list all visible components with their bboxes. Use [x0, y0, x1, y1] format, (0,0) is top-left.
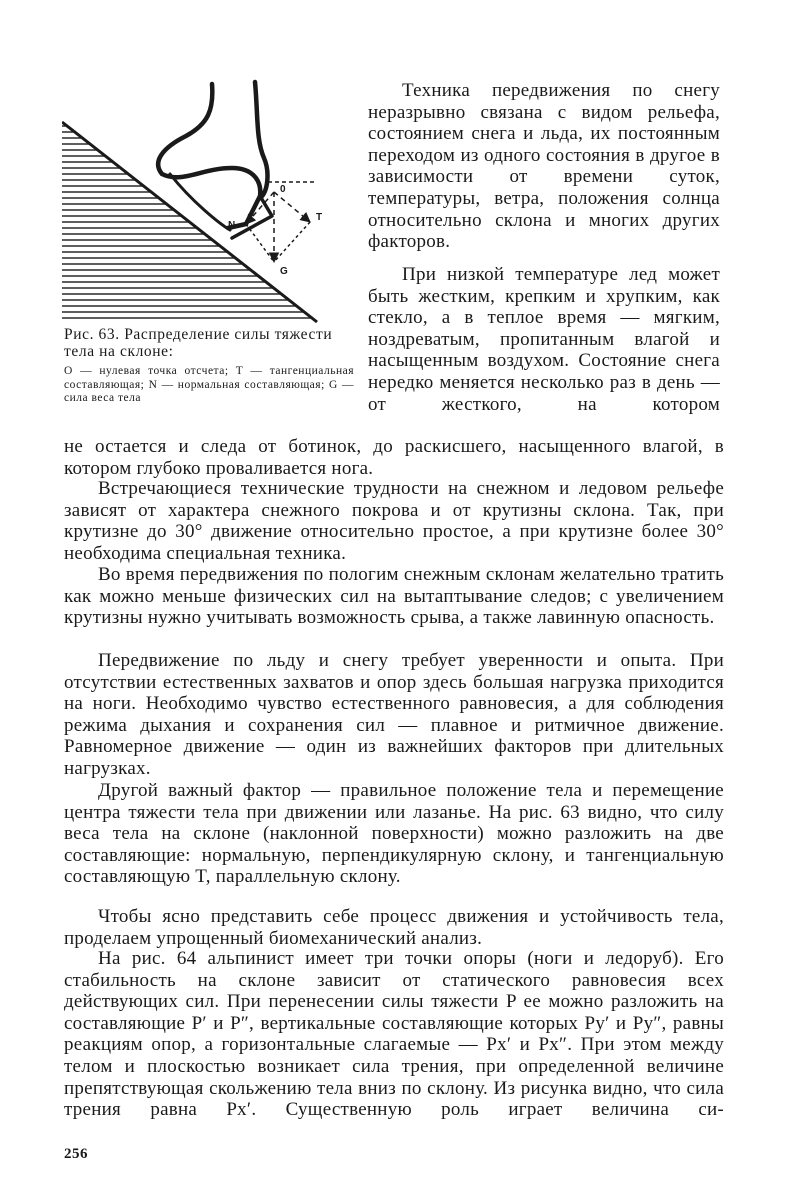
paragraph: Встречающиеся технические трудности на снежном и ледовом рельефе зависят от характера снежного покрова и от крутизны склона. Так, при крутизне до 30° движение относительно простое, а при крутизне более 30° необходима специальная техника.: [64, 478, 724, 564]
paragraph: Чтобы ясно представить себе процесс движения и устойчивость тела, проделаем упрощенный биомеханический анализ.: [64, 906, 724, 949]
paragraph: Во время передвижения по пологим снежным склонам желательно тратить как можно меньше физических сил на вытаптывание следов; с увеличением крутизны нужно учитывать возможность срыва, а также лавинную опасность.: [64, 564, 724, 629]
caption-title: Рис. 63. Распределение силы тяжести тела на склоне:: [64, 326, 333, 361]
label-o: 0: [280, 184, 286, 195]
label-g: G: [280, 266, 288, 277]
paragraph: На рис. 64 альпинист имеет три точки опоры (ноги и ледоруб). Его стабильность на склоне зависит от статического равновесия всех действующих сил. При перенесении силы тяжести P ее можно разложить на составляющие P′ и P″, вертикальные составляющие которых Py′ и Py″, равны реакциям опор, а горизонтальные слагаемые — Px′ и Px″. При этом между телом и плоскостью возникает сила трения, при определенной величине препятствующая скольжению тела вниз по склону. Из рисунка видно, что сила трения равна Px′. Существенную роль играет величина си-: [64, 948, 724, 1121]
paragraph: Другой важный фактор — правильное положение тела и перемещение центра тяжести тела при движении или лазанье. На рис. 63 видно, что силу веса тела на склоне (наклонной поверхности) можно разложить на две составляющие: нормальную, перпендикулярную склону, и тангенциальную составляющую T, параллельную склону.: [64, 780, 724, 888]
paragraph: Передвижение по льду и снегу требует уверенности и опыта. При отсутствии естественных захватов и опор здесь большая нагрузка приходится на ноги. Необходимо чувство естественного равновесия, а для соблюдения режима дыхания и сохранения сил — плавное и ритмичное движение. Равномерное движение — один из важнейших факторов при длительных нагрузках.: [64, 650, 724, 779]
slope-force-figure: [62, 62, 352, 352]
label-n: N: [228, 220, 236, 231]
label-t: T: [316, 212, 323, 223]
page-number: 256: [64, 1146, 88, 1162]
slope-diagram: [62, 62, 352, 352]
figure-caption: [64, 326, 354, 406]
paragraph: не остается и следа от ботинок, до раскисшего, насыщенного влагой, в котором глубоко проваливается нога.: [64, 436, 724, 479]
paragraph: Техника передвижения по снегу неразрывно связана с видом рельефа, состоянием снега и льда, их постоянным переходом из одного состояния в другое в зависимости от времени суток, температуры, ветра, положения солнца относительно склона и многих других факторов.: [368, 80, 720, 253]
caption-legend: О — нулевая точка отсчета; T — тангенциальная составляющая; N — нормальная составляющая; G — сила веса тела: [64, 364, 354, 405]
paragraph: При низкой температуре лед может быть жестким, крепким и хрупким, как стекло, а в теплое время — мягким, ноздреватым, пропитанным влагой и насыщенным воздухом. Состояние снега нередко меняется несколько раз в день — от жесткого, на котором: [368, 264, 720, 415]
